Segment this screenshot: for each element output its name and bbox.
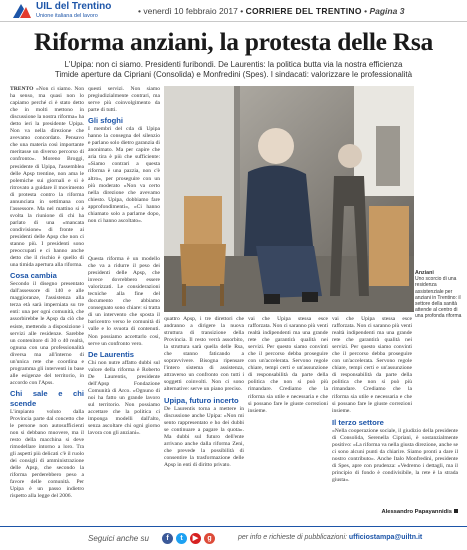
contact-email-link[interactable]: ufficiostampa@uiltn.it (348, 534, 423, 541)
subheadline-line-1: L'Upipa: non ci siamo. Presidenti furibondi. De Laurentis: la politica butta via la nostra efficienza (64, 60, 403, 69)
paragraph: Chi non nutre affatto dubbi sul valore della riforma è Roberto De Laurentis, presidente dell'Apsp Fondazione Comunità di Arco. «Ognuno di noi ha fatto un grande lavoro sul territorio. Non possiamo accettare che la politica ci imponga modelli dall'alto, senza ascoltare chi ogni giorno lavora con gli anziani». (88, 359, 160, 437)
page-number: Pagina 3 (369, 6, 405, 16)
paragraph: Questa riforma è un modello che va a ridurre il peso dei presidenti delle Apsp, che invece dovrebbero essere valorizzati. Le considerazioni tecniche alla fine del documento che abbiamo consegnato sono chiare: si tratta di un intervento che sposta il baricentro verso le comunità di valle e lo svuota di contenuti. Non possiamo accettarlo così, serve un confronto vero. (88, 256, 160, 347)
author-name: Alessandro Papayannidis (381, 509, 452, 515)
section-heading: Gli sfoghi (88, 116, 124, 126)
elderly-residence-photo (164, 86, 414, 312)
contact-info (238, 534, 422, 541)
page-header (0, 0, 467, 22)
caption-title: Anziani (415, 270, 434, 276)
subheadline-line-2: Timide aperture da Cipriani (Consolida) e Monfredini (Spes). I sindacati: valorizzare le professionalità (54, 70, 413, 79)
photo-caption (415, 270, 462, 320)
paragraph: vai che Upipa stessa esce rafforzata. Non ci saranno più venti realtà indipendenti ma una grande rete che garantirà qualità nei servizi. Per questo siamo convinti che il percorso debba proseguire con un'accelerata. Servono regole chiare, tempi certi e un'assunzione di responsabilità da parte della politica che non si può più rimandare. Crediamo che la riforma sia utile e necessaria e che si possano fare le giuste correzioni insieme. (332, 316, 412, 414)
headline: Riforma anziani, la protesta delle Rsa (34, 27, 433, 56)
section-heading: Cosa cambia (10, 271, 57, 281)
paragraph: I membri del cda di Upipa hanno la consegna del silenzio e parlano solo dietro garanzia di anonimato. Ma per capire che aria tira è più che sufficiente: «Siamo contrari a questa riforma è una pazzia, non c'è altro», per proseguire con un più moderato «Non va certo nella direzione che avevamo chiesto. Upipa, dobbiamo fare approfondimenti», «Ci hanno chiamato solo a parlarne dopo, non ci hanno ascoltato». (88, 126, 160, 224)
kicker: TRENTO (10, 86, 34, 92)
contact-label: per info e richieste di pubblicazioni: (238, 534, 347, 541)
section-heading: Il terzo settore (332, 418, 384, 427)
article-column-3 (164, 316, 244, 468)
article-column-2-lower (88, 256, 160, 438)
publication-date: venerdì 10 febbraio 2017 (143, 6, 238, 16)
article-photo (164, 86, 414, 312)
google-plus-icon[interactable]: g (204, 533, 215, 544)
brand-subtitle: Unione italiana del lavoro (36, 13, 98, 19)
article-column-1 (10, 86, 84, 500)
article-column-4 (248, 316, 328, 438)
section-heading: De Laurentis (88, 349, 134, 359)
paragraph: vai che Upipa stessa esce rafforzata. Non ci saranno più venti realtà indipendenti ma una grande rete che garantirà qualità nei servizi. Per questo siamo convinti che il percorso debba proseguire con un'accelerata. Servono regole chiare, tempi certi e un'assunzione di responsabilità da parte della politica che non si può più rimandare. Crediamo che la riforma sia utile e necessaria e che si possano fare le giuste correzioni insieme. (248, 316, 328, 414)
paragraph-text: «Non ci siamo. Non ha senso, ma quasi non lo capiamo perché ci è stato detto che in molti mettono in discussione la nostra riforma» ha detto ieri la presidente Upipa. Non va nella direzione che avevamo concordato. Pensavo che una materia così importante meritasse un diverso percorso di confronto». Moreno Broggi, presidente di Upipa, l'assemblea delle Apsp trentine, non ama le polemiche sui giornali e si è ritrovato a guidare il movimento di protesta contro la riforma annunciata in settimana con l'assessore. Ma nel mattino si è svolta la riunione di chi ha parlato di una «mancata condivisione» di fronte ai presidenti delle Apsp che non ci stanno più. I presidenti sono preoccupati e ci hanno anche detto che il rischio è quello di una timida apertura alla riforma. (10, 86, 84, 269)
paragraph: questi servizi. Non siamo pregiudizialmente contrari, ma serve più coinvolgimento da parte di tutti. (88, 86, 160, 114)
paragraph: De Laurentis torna a mettere in discussione anche Upipa: «Non mi sento rappresentato e ho dei dubbi se continuare a pagare la quota». Ma dubbi sul futuro dell'ente arrivano anche dalla riforma Zeni, che prevede la possibilità di consentire la trasformazione delle Apsp in enti di diritto privato. (164, 405, 244, 468)
uil-logo-icon (12, 3, 32, 19)
publication-name: CORRIERE DEL TRENTINO (245, 6, 362, 16)
youtube-icon[interactable]: ▶ (190, 533, 201, 544)
section-heading: Upipa, futuro incerto (164, 395, 239, 405)
author-byline (332, 509, 458, 515)
end-mark-icon (454, 509, 458, 513)
brand-name: UIL del Trentino (36, 1, 112, 12)
facebook-icon[interactable]: f (162, 533, 173, 544)
subheadline (10, 60, 457, 80)
follow-us-label: Seguici anche su (88, 534, 149, 543)
paragraph: «Nella cooperazione sociale, il giudizio della presidente di Consolida, Serenella Cipriani, è sostanzialmente positivo: «La riforma va nella giusta direzione, anche se ci sono alcuni punti da chiarire. Siamo pronti a dare il nostro contributo». Anche Italo Monfredini, presidente di Spes, apre con prudenza: «Vedremo i dettagli, ma il principio di fondo è condivisibile, la rete è la strada giusta». (332, 428, 458, 484)
article-column-5 (332, 316, 412, 412)
brand (36, 2, 111, 20)
article-column-2 (88, 86, 160, 252)
dateline: • venerdì 10 febbraio 2017 • CORRIERE DEL TRENTINO • Pagina 3 (138, 6, 405, 16)
article-column-6 (332, 416, 458, 516)
paragraph: quattro Apsp, i tre direttori che andranno a dirigere la nuova struttura di transizione della Provincia. Il resto verrà assorbito, la struttura sarà quella delle Rsa, che stanno faticando a sopravvivere. Bisogna ripensare l'intero sistema di assistenza, attraverso un confronto con tutti i soggetti coinvolti. Non ci sono alternative: serve un piano preciso. (164, 316, 244, 393)
paragraph: L'impianto voluto dalla Provincia parte dal concetto che le persone non autosufficienti non si debbano muovere, ma il resto della macchina si deve rimodellare intorno a loro. Tra gli aspetti più delicati c'è il ruolo dei consigli di amministrazione delle Apsp, che secondo la riforma perderebbero peso a favore delle comunità. Per Upipa è un passo indietro rispetto alla legge del 2006. (10, 408, 84, 500)
paragraph: Secondo il disegno presentato dall'assessore di 140 e alle maggioranze, l'assistenza alla terza età sarà imperniata su tre enti: una per ogni comunità, che assorbirebbe le Apsp da ciò che esiste, mettendo a disposizione i servizi alle residenze. Sarebbe un contenitore di 30 o 40 realtà, ognuna con una professionalità diversa ma all'interno di un'unica rete che coordina e programma gli interventi in base alle esigenze del territorio, in accordo con l'Apss. (10, 281, 84, 386)
section-heading: Chi sale e chi scende (10, 388, 84, 408)
paragraph (10, 86, 84, 269)
page-footer (0, 526, 467, 550)
twitter-icon[interactable]: t (176, 533, 187, 544)
caption-text: Uno scorcio di una residenza assistenziale per anziani in Trentino: il settore della sanità attende al centro di una profonda riforma (415, 276, 462, 320)
